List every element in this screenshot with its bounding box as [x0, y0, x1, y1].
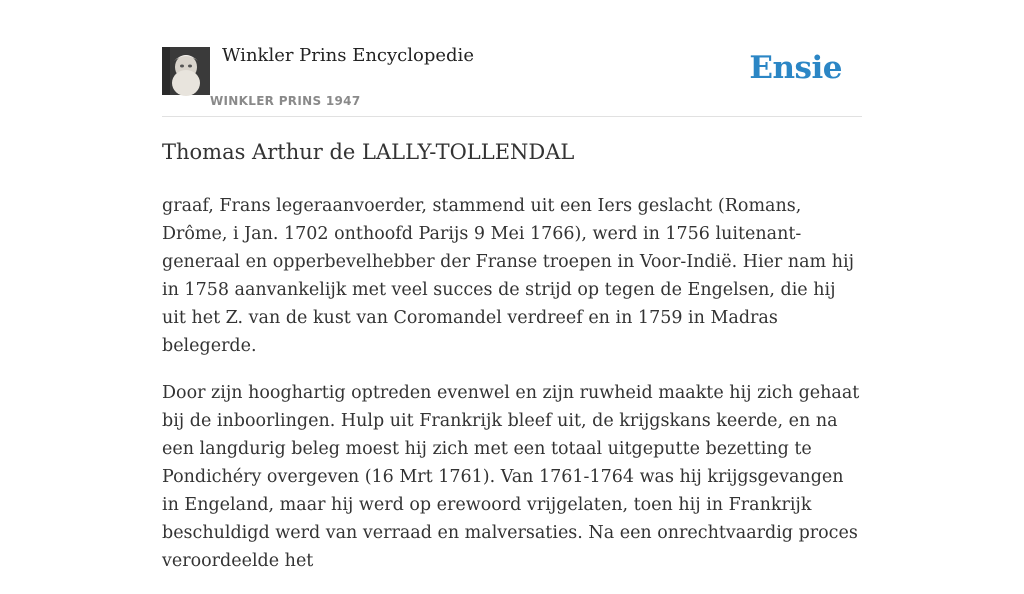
article-paragraph: Door zijn hooghartig optreden evenwel en zijn ruwheid maakte hij zich gehaat bij de inboorlingen. Hulp uit Frankrijk bleef uit, de krijgskans keerde, en na een langdurig beleg moest hij zich met een totaal uitgeputte bezetting te Pondichéry overgeven (16 Mrt 1761). Van 1761-1764 was hij krijgsgevangen in Engeland, maar hij werd op erewoord vrijgelaten, toen hij in Frankrijk beschuldigd werd van verraad en malversaties. Na een onrechtvaardig proces veroordeelde het: [162, 383, 860, 571]
ensie-logo[interactable]: Ensie: [749, 50, 842, 86]
article-paragraph: graaf, Frans legeraanvoerder, stammend uit een Iers geslacht (Romans, Drôme, i Jan. 1702 onthoofd Parijs 9 Mei 1766), werd in 1756 luitenant-generaal en opperbevelhebber der Franse troepen in Voor-Indië. Hier nam hij in 1758 aanvankelijk met veel succes de strijd op tegen de Engelsen, die hij uit het Z. van de kust van Coromandel verdreef en in 1759 in Madras belegerde.: [162, 196, 855, 356]
portrait-avatar-icon[interactable]: [162, 47, 210, 95]
article-title: Thomas Arthur de LALLY-TOLLENDAL: [162, 140, 575, 164]
article-body: [162, 192, 862, 594]
source-subtitle: WINKLER PRINS 1947: [210, 94, 361, 108]
source-header: [162, 0, 862, 117]
content-column: [162, 0, 862, 571]
source-title[interactable]: Winkler Prins Encyclopedie: [222, 45, 474, 66]
